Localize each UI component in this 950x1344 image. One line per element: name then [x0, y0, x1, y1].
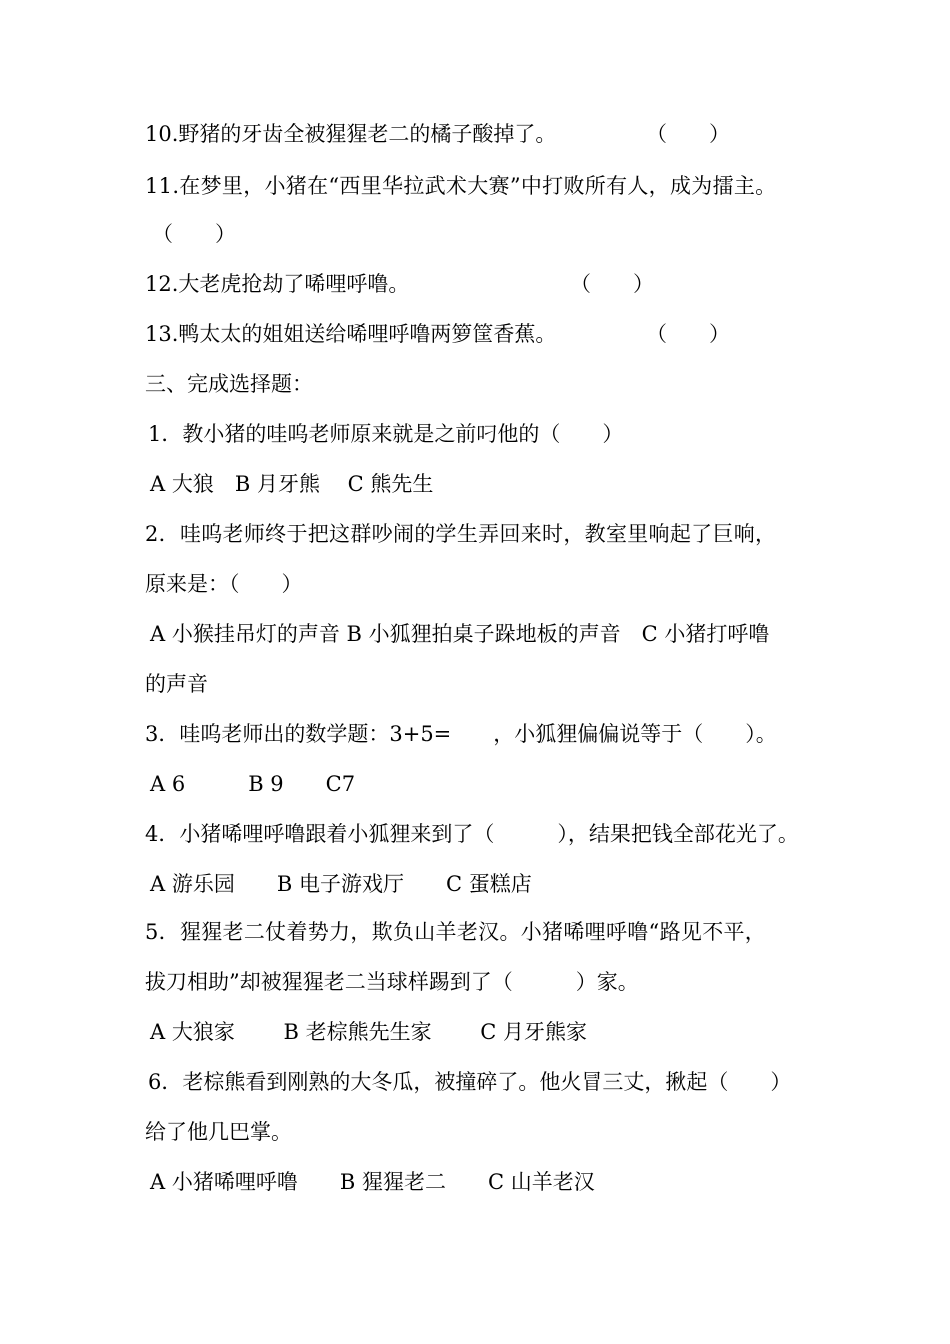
- question-2-options-cont: 的声音: [145, 672, 208, 696]
- question-5-options: A 大狼家 B 老棕熊先生家 C 月牙熊家: [150, 1020, 588, 1044]
- question-5: 5．猩猩老二仗着势力，欺负山羊老汉。小猪唏哩呼噜“路见不平，: [145, 920, 767, 944]
- judgment-10: 10.野猪的牙齿全被猩猩老二的橘子酸掉了。: [145, 122, 557, 146]
- judgment-10-answer-paren[interactable]: （ ）: [646, 122, 730, 146]
- judgment-11-answer-paren[interactable]: （ ）: [152, 222, 236, 246]
- question-2: 2．哇呜老师终于把这群吵闹的学生弄回来时，教室里响起了巨响，: [145, 522, 777, 546]
- question-2-options: A 小猴挂吊灯的声音 B 小狐狸拍桌子跺地板的声音 C 小猪打呼噜: [150, 622, 770, 646]
- question-3: 3．哇呜老师出的数学题：3+5= ，小狐狸偏偏说等于（ ）。: [145, 722, 777, 746]
- judgment-12: 12.大老虎抢劫了唏哩呼噜。: [145, 272, 410, 296]
- judgment-11: 11.在梦里，小猪在“西里华拉武术大赛”中打败所有人，成为擂主。: [145, 174, 777, 198]
- question-6: 6．老棕熊看到刚熟的大冬瓜，被撞碎了。他火冒三丈，揪起（ ）: [148, 1070, 792, 1094]
- question-5-cont: 拔刀相助”却被猩猩老二当球样踢到了（ ）家。: [145, 970, 639, 994]
- question-4: 4．小猪唏哩呼噜跟着小狐狸来到了（ ），结果把钱全部花光了。: [145, 822, 799, 846]
- judgment-13-answer-paren[interactable]: （ ）: [646, 322, 730, 346]
- question-4-options: A 游乐园 B 电子游戏厅 C 蛋糕店: [150, 872, 532, 896]
- section-title: 三、完成选择题：: [145, 372, 313, 396]
- judgment-13: 13.鸭太太的姐姐送给唏哩呼噜两箩筐香蕉。: [145, 322, 557, 346]
- question-1: 1．教小猪的哇呜老师原来就是之前叼他的（ ）: [148, 422, 624, 446]
- question-6-options: A 小猪唏哩呼噜 B 猩猩老二 C 山羊老汉: [150, 1170, 595, 1194]
- question-2-cont: 原来是：（ ）: [145, 572, 303, 596]
- question-6-cont: 给了他几巴掌。: [145, 1120, 292, 1144]
- question-3-options: A 6 B 9 C7: [150, 772, 356, 796]
- judgment-12-answer-paren[interactable]: （ ）: [570, 272, 654, 296]
- question-1-options: A 大狼 B 月牙熊 C 熊先生: [150, 472, 434, 496]
